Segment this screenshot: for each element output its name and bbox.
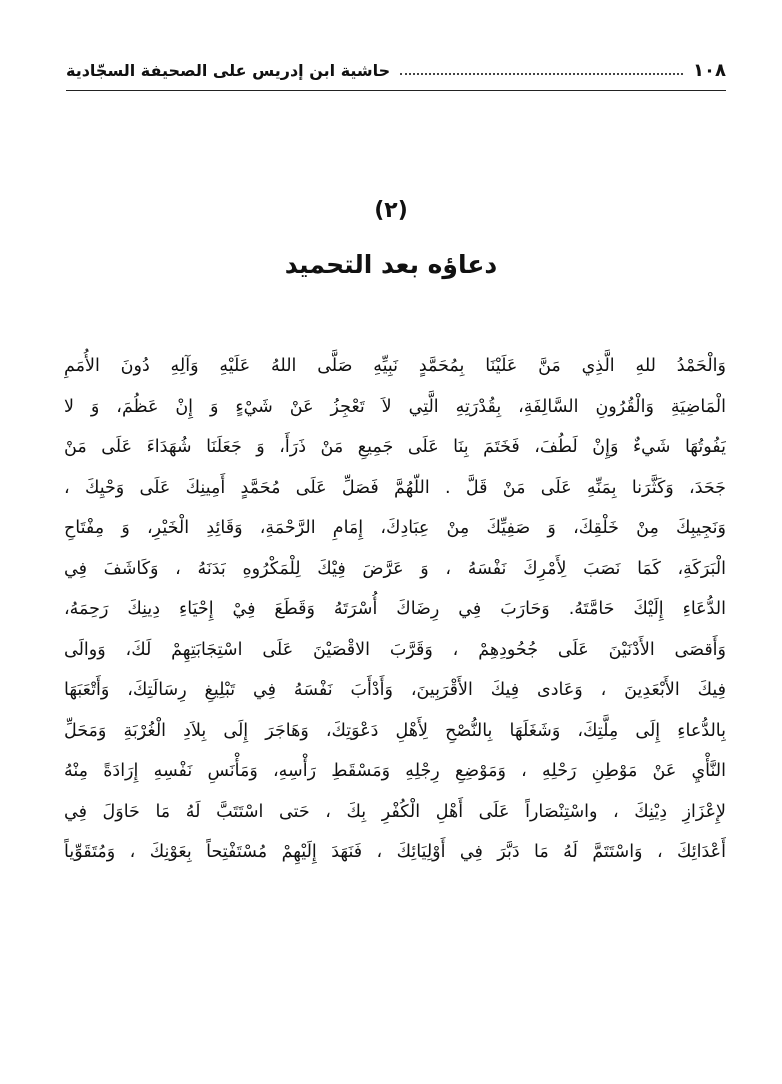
text-line: بِالدُّعاءِ إِلَى مِلَّتِكَ، وَشَغَلَهَا بِالنُّصْحِ لِأَهْلِ دَعْوَتِكَ، وَهَاجَرَ إِلَى بِلاَدِ الْغُرْبَةِ وَمَحَلِّ — [64, 720, 726, 741]
page-number: ١٠٨ — [693, 59, 726, 81]
text-line: أَعْدَائِكَ ، وَاسْتَتَمَّ لَهُ مَا دَبَّرَ فِي أَوْلِيَائِكَ ، فَنَهَدَ إِلَيْهِمْ مُسْتَفْتِحاً بِعَوْنِكَ ، وَمُتَقَوِّياً — [64, 842, 726, 862]
text-line: فِيكَ الأَبْعَدِينَ ، وَعَادى فِيكَ الأَقْرَبِينَ، وَأَدْأَبَ نَفْسَهُ فِي تَبْلِيغِ رِسَالَتِكَ، وَأَتْعَبَهَا — [64, 680, 726, 700]
text-line: وَنَجِيبِكَ مِنْ خَلْقِكَ، وَ صَفِيِّكَ مِنْ عِبَادِكَ، إِمَامِ الرَّحْمَةِ، وَقَائِدِ الْخَيْرِ، وَ مِفْتَاحِ — [64, 518, 726, 538]
text-line: وَالْحَمْدُ للهِ الَّذِي مَنَّ عَلَيْنَا بِمُحَمَّدٍ نَبِيِّهِ صَلَّى اللهُ عَلَيْهِ وَآلِهِ دُونَ الأُمَمِ — [64, 356, 726, 376]
text-line: لإِعْزَازِ دِيْنِكَ ، واسْتِنْصَاراً عَلَى أَهْلِ الْكُفْرِ بِكَ ، حَتى اسْتَتَبَّ لَهُ مَا حَاوَلَ فِي — [64, 801, 726, 822]
chapter-title: دعاؤه بعد التحميد — [284, 250, 498, 279]
running-title: حاشية ابن إدريس على الصحيفة السجّادية — [66, 60, 391, 80]
running-header — [66, 50, 726, 91]
chapter-number: (٢) — [374, 198, 408, 223]
text-line: جَحَدَ، وَكَثَّرَنا بِمَنِّهِ عَلَى مَنْ قَلَّ . اللّهُمَّ فَصَلِّ عَلَى مُحَمَّدٍ أَمِينِكَ عَلَى وَحْيِكَ ، — [64, 477, 726, 498]
text-line: يَفُوتُهَا شَيءٌ وَإِنْ لَطُفَ، فَخَتَمَ بِنَا عَلَى جَمِيعِ مَنْ ذَرَأَ، وَ جَعَلَنَا شُهَدَاءَ عَلَى مَنْ — [64, 437, 726, 457]
text-line: الْمَاضِيَةِ وَالْقُرُونِ السَّالِفَةِ، بِقُدْرَتِهِ الَّتِي لاَ تَعْجِزُ عَنْ شَيْءٍ وَ إِنْ عَظُمَ، وَ لا — [64, 396, 726, 417]
text-line: الدُّعَاءِ إِلَيْكَ حَامَّتَهُ. وَحَارَبَ فِي رِضَاكَ أُسْرَتَهُ وَقَطَعَ فِيْ إِحْيَاءِ دِينِكَ رَحِمَهُ، — [64, 599, 726, 619]
text-line: الْبَرَكَةِ، كَمَا نَصَبَ لِأَمْرِكَ نَفْسَهُ ، وَ عَرَّضَ فِيْكَ لِلْمَكْرُوهِ بَدَنَهُ ، وَكَاشَفَ فِي — [64, 558, 726, 579]
body-text — [64, 346, 726, 873]
dotted-leader — [400, 73, 683, 75]
text-line: النَّأْيِ عَنْ مَوْطِنِ رَحْلِهِ ، وَمَوْضِعِ رِجْلِهِ وَمَسْقَطِ رَأْسِهِ، وَمَأْنَسِ نَفْسِهِ إِرَادَةً مِنْهُ — [64, 761, 726, 781]
text-line: وَأَقصَى الأَدْنَيْنَ عَلَى جُحُودِهِمْ ، وَقَرَّبَ الاقْصَيْنَ عَلَى اسْتِجَابَتِهِمْ لَكَ، وَوالَى — [64, 639, 726, 660]
